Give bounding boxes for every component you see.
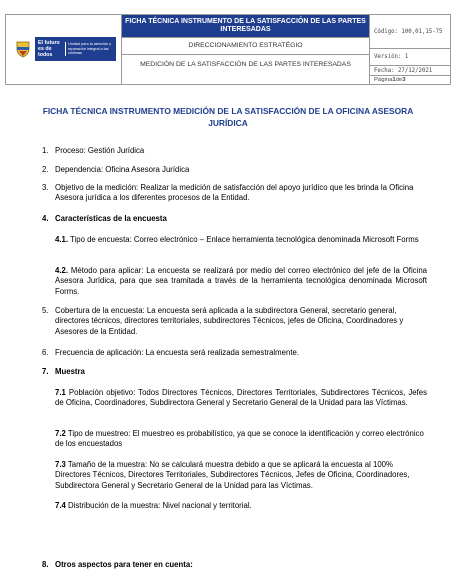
item-2-number: 2. bbox=[42, 165, 49, 174]
item-3-text: Objetivo de la medición: Realizar la medición de satisfacción del apoyo jurídico que les brinda la Oficina Asesora jurídica a los diferentes procesos de la Entidad. bbox=[55, 183, 414, 203]
coat-of-arms-icon bbox=[11, 37, 35, 61]
subitem-7-2-number: 7.2 bbox=[55, 429, 66, 438]
page-number: 1 bbox=[392, 77, 396, 83]
header-middle bbox=[122, 15, 370, 84]
page-label: Página bbox=[374, 77, 393, 83]
subitem-4-1-number: 4.1. bbox=[55, 235, 69, 244]
doc-date: Fecha: 27/12/2021 bbox=[370, 66, 450, 76]
subitem-7-3-text: Tamaño de la muestra: No se calculará muestra debido a que se aplicará la encuesta al 100% Directores Técnicos, Directores Territoriales, Subdirectores Técnicos, Jefes de Oficina, Coordinadores, Subdirectora General y Secretario General de la Unidad para las Víctimas. bbox=[55, 460, 410, 490]
item-1-number: 1. bbox=[42, 146, 49, 155]
subitem-4-2-number: 4.2. bbox=[55, 266, 69, 275]
logo-divider bbox=[65, 42, 66, 56]
subitem-7-4-text: Distribución de la muestra: Nivel nacional y territorial. bbox=[65, 501, 252, 510]
subitem-4-2 bbox=[55, 266, 427, 297]
item-1-text: Proceso: Gestión Jurídica bbox=[55, 146, 145, 155]
item-5-number: 5. bbox=[42, 306, 49, 315]
item-7-number: 7. bbox=[42, 367, 49, 376]
logo-sub-text: Unidad para la atención y reparación integral a las víctimas bbox=[68, 42, 112, 56]
page-of: de bbox=[395, 77, 403, 83]
subitem-7-3 bbox=[55, 460, 427, 491]
doc-version: Versión: 1 bbox=[370, 49, 450, 66]
subitem-7-2-text: Tipo de muestreo: El muestreo es probabilístico, ya que se conoce la identificación y correo electrónico de los encuestados bbox=[55, 429, 424, 449]
subitem-7-3-number: 7.3 bbox=[55, 460, 66, 469]
subitem-4-2-text: Método para aplicar: La encuesta se realizará por medio del correo electrónico del jefe de la Oficina Asesora Jurídica, para que sea tramitada a través de la herramienta tecnológica denominada Microsoft Forms. bbox=[55, 266, 427, 296]
item-8-number: 8. bbox=[42, 560, 49, 569]
header-subprocess: MEDICIÓN DE LA SATISFACCIÓN DE LAS PARTES INTERESADAS bbox=[140, 61, 351, 68]
document-header bbox=[5, 14, 451, 85]
item-5-text: Cobertura de la encuesta: La encuesta será aplicada a la subdirectora General, secretario general, directores técnicos, directores territoriales, subdirectores Técnicos, jefes de Oficina, Coordinadores y Asesores de la Entidad. bbox=[55, 306, 404, 336]
page-total: 3 bbox=[402, 77, 406, 83]
subitem-4-1 bbox=[55, 235, 427, 245]
item-8-heading: Otros aspectos para tener en cuenta: bbox=[55, 560, 193, 569]
header-meta bbox=[370, 15, 450, 84]
document-title: FICHA TÉCNICA INSTRUMENTO MEDICIÓN DE LA SATISFACCIÓN DE LA OFICINA ASESORA JURÍDICA bbox=[42, 106, 414, 128]
item-2-text: Dependencia: Oficina Asesora Jurídica bbox=[55, 165, 190, 174]
subitem-7-2 bbox=[55, 429, 427, 450]
subitem-4-1-text: Tipo de encuesta: Correo electrónico – Enlace herramienta tecnológica denominada Microsoft Forms bbox=[68, 235, 419, 244]
logo-main-text: El futuro es de todos bbox=[38, 40, 60, 58]
entity-logo bbox=[11, 37, 116, 61]
doc-page bbox=[370, 76, 450, 84]
item-3-number: 3. bbox=[42, 183, 49, 192]
subitem-7-1-text: Población objetivo: Todos Directores Técnicos, Directores Territoriales, Subdirectores Técnicos, Jefes de Oficina, Coordinadores, Subdirectora General y Secretario General de la Unidad para las Víctimas. bbox=[55, 388, 427, 408]
doc-code: Código: 100,01,15-75 bbox=[370, 15, 450, 49]
subitem-7-1 bbox=[55, 388, 427, 409]
item-7-heading: Muestra bbox=[55, 367, 85, 376]
item-4-number: 4. bbox=[42, 214, 49, 223]
logo-cell bbox=[6, 15, 122, 84]
subitem-7-1-number: 7.1 bbox=[55, 388, 66, 397]
item-4-heading: Características de la encuesta bbox=[55, 214, 167, 223]
subitem-7-4-number: 7.4 bbox=[55, 501, 66, 510]
header-process: DIRECCIONAMIENTO ESTRATÉGIO bbox=[122, 38, 369, 55]
header-title: FICHA TÉCNICA INSTRUMENTO DE LA SATISFACCIÓN DE LAS PARTES INTERESADAS bbox=[122, 15, 369, 38]
subitem-7-4 bbox=[55, 501, 427, 511]
item-6-number: 6. bbox=[42, 348, 49, 357]
item-6-text: Frecuencia de aplicación: La encuesta será realizada semestralmente. bbox=[55, 348, 300, 357]
